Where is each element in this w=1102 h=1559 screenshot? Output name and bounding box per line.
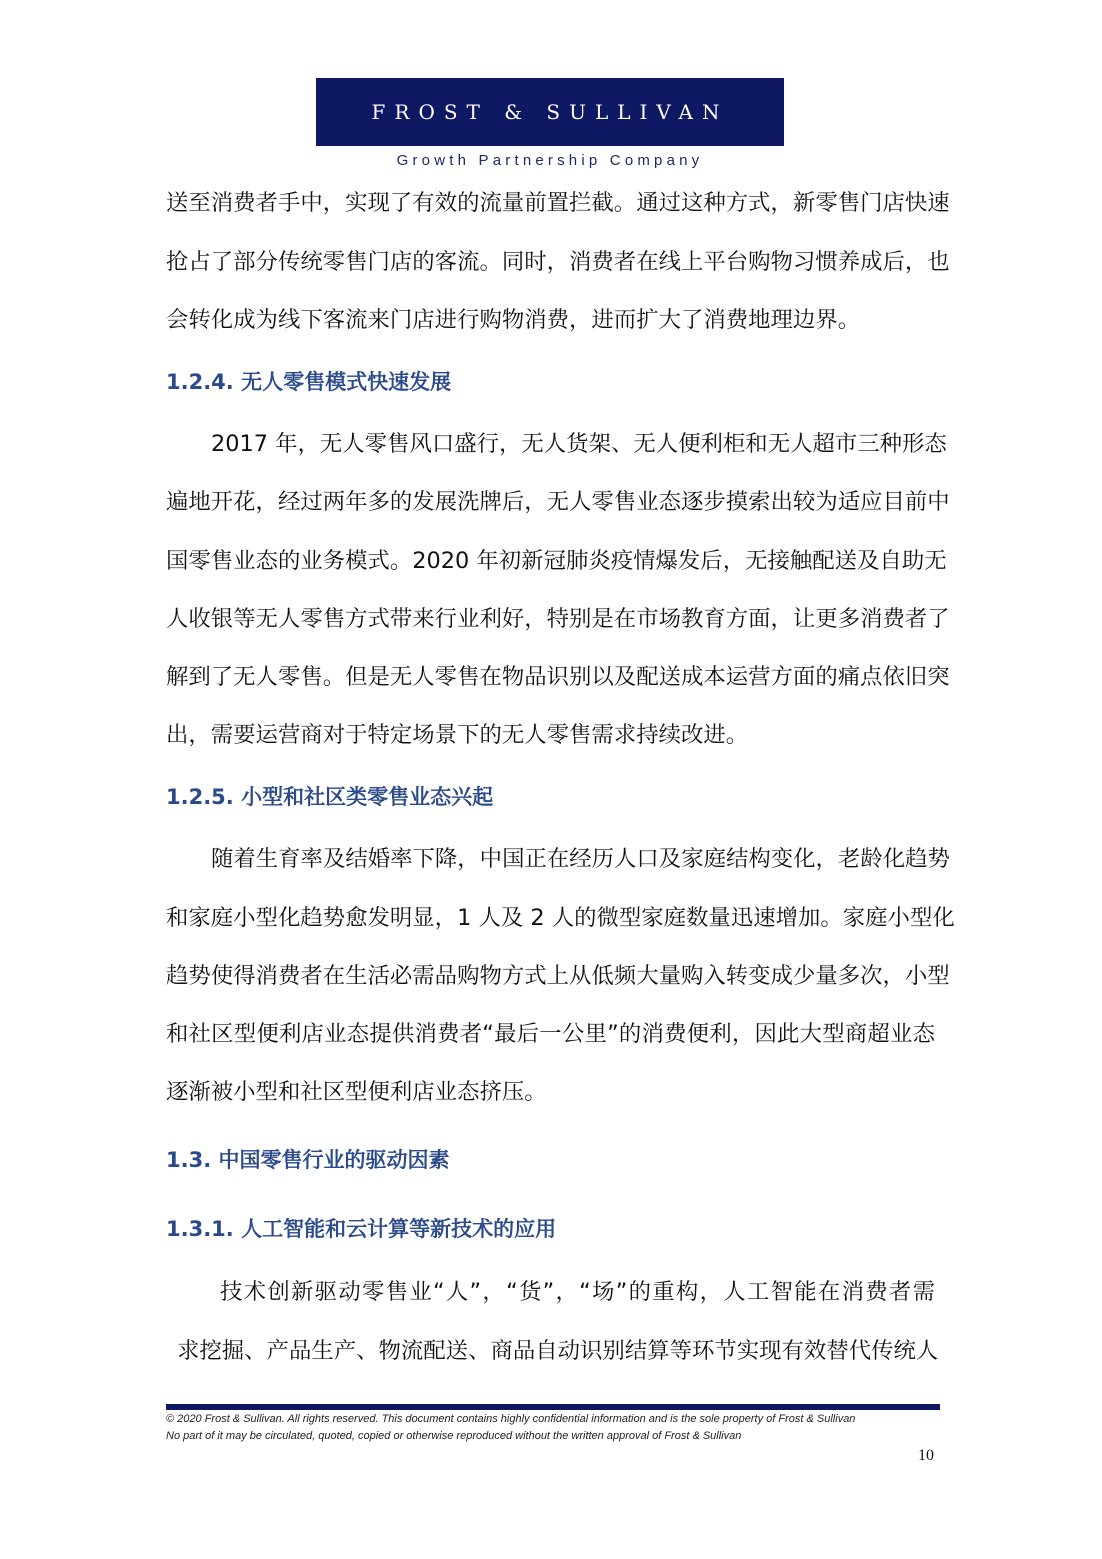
paragraph-line: 会转化成为线下客流来门店进行购物消费，进而扩大了消费地理边界。 — [166, 307, 861, 333]
paragraph-line: 求挖掘、产品生产、物流配送、商品自动识别结算等环节实现有效替代传统人 — [177, 1338, 939, 1364]
paragraph-line: 解到了无人零售。但是无人零售在物品识别以及配送成本运营方面的痛点依旧突 — [166, 664, 950, 690]
paragraph-line: 趋势使得消费者在生活必需品购物方式上从低频大量购入转变成少量多次，小型 — [166, 963, 950, 989]
section-heading-1-2-5: 1.2.5. 小型和社区类零售业态兴起 — [166, 785, 494, 809]
logo-text: FROST & SULLIVAN — [371, 100, 729, 124]
paragraph-line: 和家庭小型化趋势愈发明显，1 人及 2 人的微型家庭数量迅速增加。家庭小型化 — [166, 905, 955, 931]
section-heading-1-3: 1.3. 中国零售行业的驱动因素 — [166, 1148, 450, 1172]
page-number: 10 — [918, 1447, 934, 1464]
section-heading-1-2-4: 1.2.4. 无人零售模式快速发展 — [166, 370, 452, 394]
paragraph-line: 2017 年，无人零售风口盛行，无人货架、无人便利柜和无人超市三种形态 — [211, 431, 947, 457]
paragraph-line: 和社区型便利店业态提供消费者“最后一公里”的消费便利，因此大型商超业态 — [166, 1021, 935, 1047]
paragraph-line: 抢占了部分传统零售门店的客流。同时，消费者在线上平台购物习惯养成后，也 — [166, 249, 950, 275]
paragraph-line: 随着生育率及结婚率下降，中国正在经历人口及家庭结构变化，老龄化趋势 — [211, 846, 950, 872]
frost-sullivan-logo — [316, 78, 784, 146]
paragraph-line: 遍地开花，经过两年多的发展洗牌后，无人零售业态逐步摸索出较为适应目前中 — [166, 489, 950, 515]
footer-rule — [166, 1404, 940, 1410]
paragraph-line: 送至消费者手中，实现了有效的流量前置拦截。通过这种方式，新零售门店快速 — [166, 190, 950, 216]
section-heading-1-3-1: 1.3.1. 人工智能和云计算等新技术的应用 — [166, 1217, 557, 1241]
paragraph-line: 逐渐被小型和社区型便利店业态挤压。 — [166, 1079, 547, 1105]
paragraph-line: 人收银等无人零售方式带来行业利好，特别是在市场教育方面，让更多消费者了 — [166, 606, 950, 632]
copyright-line: © 2020 Frost & Sullivan. All rights reserved. This document contains highly confidential information and is the sole property of Frost & Sullivan — [166, 1413, 856, 1425]
paragraph-line: 出，需要运营商对于特定场景下的无人零售需求持续改进。 — [166, 722, 749, 748]
tagline: Growth Partnership Company — [396, 152, 704, 169]
copyright-notice: No part of it may be circulated, quoted, copied or otherwise reproduced without the written approval of Frost & Sullivan — [166, 1430, 742, 1442]
paragraph-line: 国零售业态的业务模式。2020 年初新冠肺炎疫情爆发后，无接触配送及自助无 — [166, 548, 947, 574]
paragraph-line: 技术创新驱动零售业“人”，“货”，“场”的重构，人工智能在消费者需 — [220, 1279, 935, 1305]
